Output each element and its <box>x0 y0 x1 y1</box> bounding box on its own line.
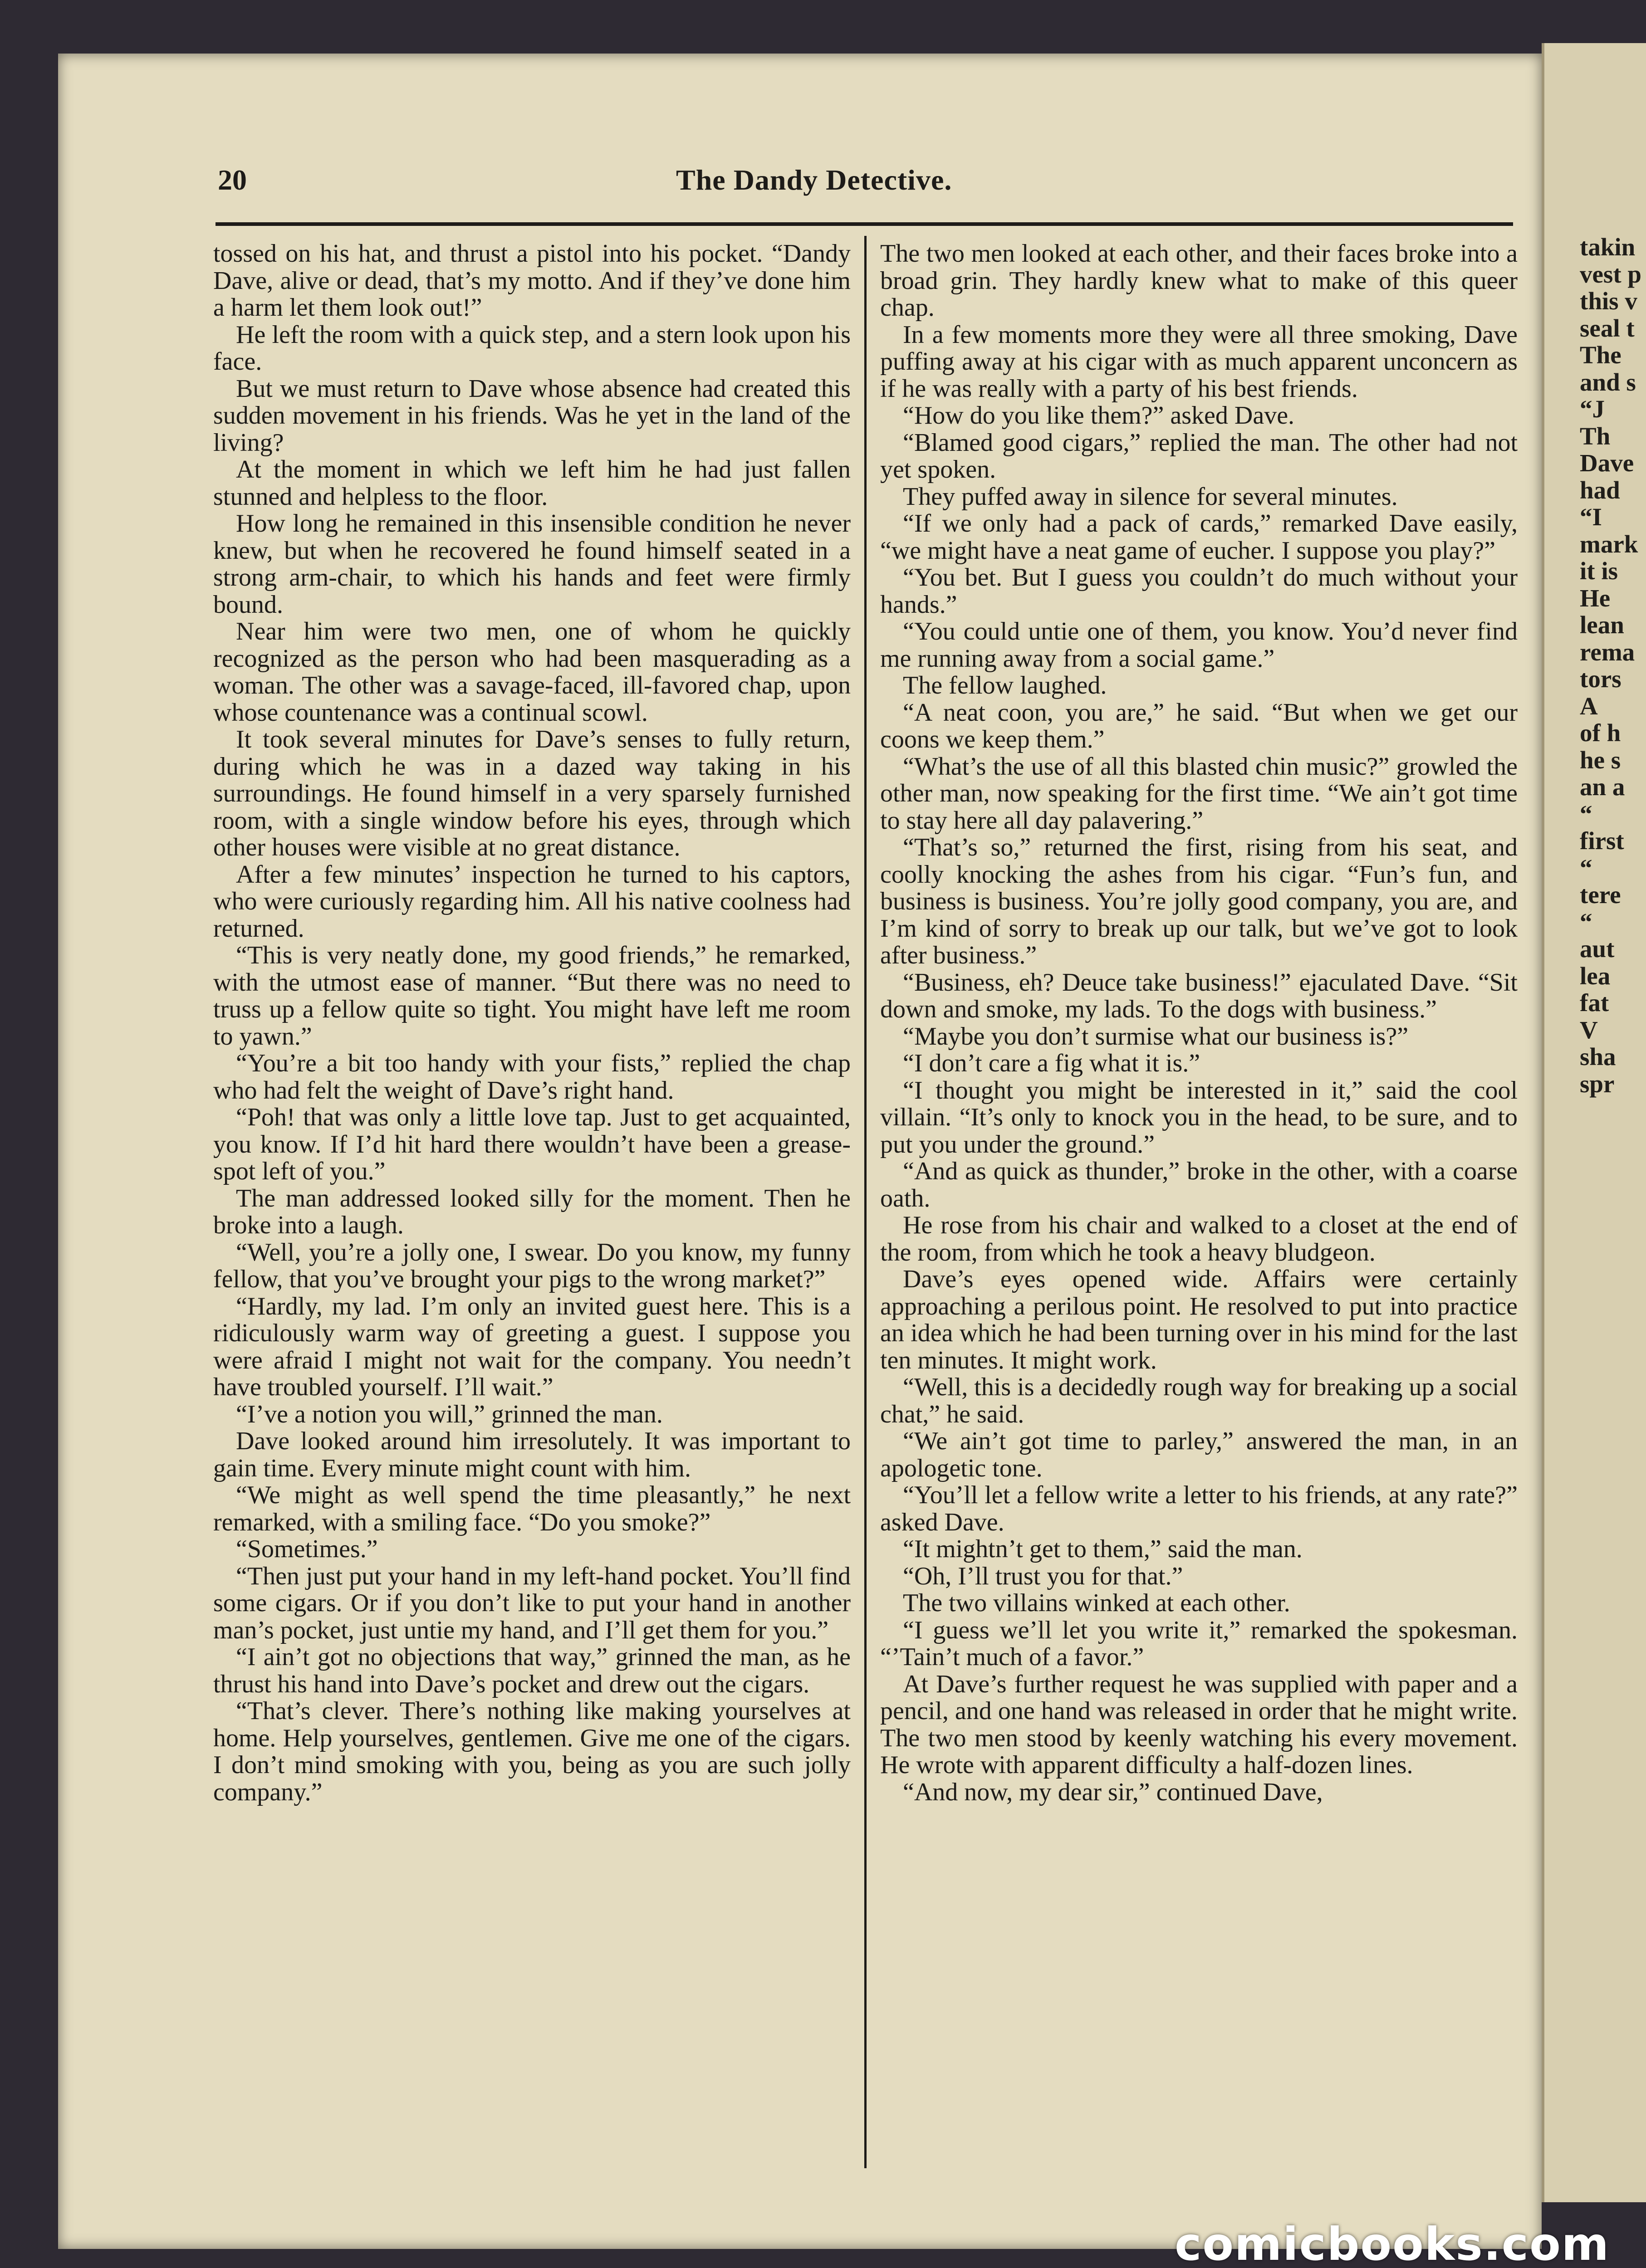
fragment-line: “J <box>1580 395 1605 423</box>
text-column-left <box>213 240 851 1806</box>
fragment-line: He <box>1580 584 1611 612</box>
paragraph: At Dave’s further request he was supplied with paper and a pencil, and one hand was released in order that he might write. The two men stood by keenly watching his every movement. He wrote with apparent difficulty a half-dozen lines. <box>880 1670 1518 1779</box>
fragment-line: of h <box>1580 719 1621 747</box>
paragraph: But we must return to Dave whose absence had created this sudden movement in his friends. Was he yet in the land of the living? <box>213 374 851 457</box>
paragraph: “I ain’t got no objections that way,” grinned the man, as he thrust his hand into Dave’s pocket and drew out the cigars. <box>213 1643 851 1698</box>
adjacent-page-text <box>1544 43 1646 1097</box>
paragraph: “I don’t care a fig what it is.” <box>903 1049 1200 1077</box>
paragraph: After a few minutes’ inspection he turned to his captors, who were curiously regarding him. All his native coolness had returned. <box>213 860 851 943</box>
paragraph: “You’re a bit too handy with your fists,” replied the chap who had felt the weight of Dave’s right hand. <box>213 1049 851 1105</box>
paragraph: At the moment in which we left him he had just fallen stunned and helpless to the floor. <box>213 455 851 511</box>
page-number: 20 <box>218 164 247 196</box>
page-title: The Dandy Detective. <box>676 164 952 196</box>
fragment-line: “ <box>1580 908 1592 936</box>
fragment-line: an a <box>1580 773 1625 801</box>
fragment-line: it is <box>1580 557 1618 585</box>
paragraph: He rose from his chair and walked to a closet at the end of the room, from which he took a heavy bludgeon. <box>880 1211 1518 1266</box>
paragraph: “Blamed good cigars,” replied the man. The other had not yet spoken. <box>880 428 1518 484</box>
paragraph: “Maybe you don’t surmise what our business is?” <box>903 1022 1409 1051</box>
paragraph: “Hardly, my lad. I’m only an invited guest here. This is a ridiculously warm way of greeting a guest. I suppose you were afraid I might not wait for the company. You needn’t have troubled yourself. I’ll wait.” <box>213 1292 851 1401</box>
paragraph: “It mightn’t get to them,” said the man. <box>903 1535 1303 1563</box>
fragment-line: sha <box>1580 1043 1616 1070</box>
paragraph: The fellow laughed. <box>903 671 1107 699</box>
paragraph: “We might as well spend the time pleasantly,” he next remarked, with a smiling face. “Do you smoke?” <box>213 1481 851 1536</box>
paragraph: “I’ve a notion you will,” grinned the man. <box>236 1400 663 1428</box>
fragment-line: “ <box>1580 854 1592 882</box>
paragraph: “Poh! that was only a little love tap. Just to get acquainted, you know. If I’d hit hard there wouldn’t have been a grease-spot left of you.” <box>213 1103 851 1185</box>
fragment-line: he s <box>1580 746 1621 774</box>
paragraph: “How do you like them?” asked Dave. <box>903 401 1295 430</box>
fragment-line: mark <box>1580 530 1638 558</box>
paragraph: “You could untie one of them, you know. You’d never find me running away from a social game.” <box>880 617 1518 673</box>
paragraph: “A neat coon, you are,” he said. “But when we get our coons we keep them.” <box>880 698 1518 753</box>
paragraph: “That’s clever. There’s nothing like making yourselves at home. Help yourselves, gentlemen. Give me one of the cigars. I don’t mind smoking with you, being as you are such jolly company.” <box>213 1697 851 1806</box>
paragraph: “Business, eh? Deuce take business!” ejaculated Dave. “Sit down and smoke, my lads. To the dogs with business.” <box>880 968 1518 1023</box>
fragment-line: seal t <box>1580 314 1635 342</box>
paragraph: Dave’s eyes opened wide. Affairs were certainly approaching a perilous point. He resolved to put into practice an idea which he had been turning over in his mind for the last ten minutes. It might work. <box>880 1265 1518 1374</box>
fragment-line: had <box>1580 476 1620 504</box>
paragraph: “You bet. But I guess you couldn’t do much without your hands.” <box>880 563 1518 619</box>
paragraph: “I thought you might be interested in it,” said the cool villain. “It’s only to knock you in the head, to be sure, and to put you under the ground.” <box>880 1076 1518 1158</box>
paragraph: “That’s so,” returned the first, rising from his seat, and coolly knocking the ashes from his cigar. “Fun’s fun, and business is business. You’re jolly good company, you are, and I’m kind of sorry to break up our talk, but we’ve got to look after business.” <box>880 833 1518 969</box>
fragment-line: first <box>1580 827 1624 855</box>
paragraph: “And now, my dear sir,” continued Dave, <box>903 1778 1323 1806</box>
paragraph: Near him were two men, one of whom he quickly recognized as the person who had been masquerading as a woman. The other was a savage-faced, ill-favored chap, upon whose countenance was a continual scowl. <box>213 617 851 727</box>
paragraph: They puffed away in silence for several minutes. <box>903 482 1398 511</box>
paragraph: “If we only had a pack of cards,” remarked Dave easily, “we might have a neat game of eucher. I suppose you play?” <box>880 509 1518 565</box>
paragraph: tossed on his hat, and thrust a pistol into his pocket. “Dandy Dave, alive or dead, that’s my motto. And if they’ve done him a harm let them look out!” <box>213 240 851 322</box>
paragraph: “Well, this is a decidedly rough way for breaking up a social chat,” he said. <box>880 1373 1518 1428</box>
paragraph: It took several minutes for Dave’s senses to fully return, during which he was in a dazed way taking in his surroundings. He found himself in a very sparsely furnished room, with a single window before his eyes, through which other houses were visible at no great distance. <box>213 725 851 861</box>
paragraph: He left the room with a quick step, and a stern look upon his face. <box>213 320 851 376</box>
fragment-line: “I <box>1580 503 1602 531</box>
fragment-line: and s <box>1580 368 1636 396</box>
paragraph: “You’ll let a fellow write a letter to his friends, at any rate?” asked Dave. <box>880 1481 1518 1536</box>
fragment-line: lean <box>1580 611 1624 639</box>
paragraph: “What’s the use of all this blasted chin music?” growled the other man, now speaking for the first time. “We ain’t got time to stay here all day palavering.” <box>880 752 1518 835</box>
fragment-line: aut <box>1580 935 1615 963</box>
paragraph: How long he remained in this insensible condition he never knew, but when he recovered he found himself seated in a strong arm-chair, to which his hands and feet were firmly bound. <box>213 509 851 619</box>
adjacent-page-edge <box>1542 43 1646 2202</box>
paragraph: The man addressed looked silly for the moment. Then he broke into a laugh. <box>213 1184 851 1239</box>
fragment-line: fat <box>1580 989 1609 1017</box>
fragment-line: rema <box>1580 638 1635 666</box>
paragraph: “This is very neatly done, my good friends,” he remarked, with the utmost ease of manner. “But there was no need to truss up a fellow quite so tight. You might have left me room to yawn.” <box>213 941 851 1051</box>
fragment-line: this v <box>1580 287 1637 315</box>
fragment-line: A <box>1580 692 1598 720</box>
header-rule <box>216 222 1513 226</box>
fragment-line: V <box>1580 1016 1598 1044</box>
paragraph: “Well, you’re a jolly one, I swear. Do you know, my funny fellow, that you’ve brought your pigs to the wrong market?” <box>213 1238 851 1293</box>
fragment-line: tere <box>1580 881 1621 909</box>
fragment-line: Th <box>1580 422 1611 450</box>
paragraph: “I guess we’ll let you write it,” remarked the spokesman. “’Tain’t much of a favor.” <box>880 1616 1518 1671</box>
paragraph: In a few moments more they were all three smoking, Dave puffing away at his cigar with as much apparent unconcern as if he was really with a party of his best friends. <box>880 320 1518 403</box>
paragraph: “Oh, I’ll trust you for that.” <box>903 1562 1183 1590</box>
paragraph: The two villains winked at each other. <box>903 1589 1290 1617</box>
column-divider <box>864 236 867 2168</box>
fragment-line: Dave <box>1580 449 1634 477</box>
fragment-line: tors <box>1580 665 1622 693</box>
paragraph: Dave looked around him irresolutely. It was important to gain time. Every minute might count with him. <box>213 1427 851 1482</box>
fragment-line: The <box>1580 341 1622 369</box>
fragment-line: takin <box>1580 233 1636 261</box>
fragment-line: vest p <box>1580 260 1641 288</box>
watermark: comicbooks.com <box>1175 2218 1610 2268</box>
paragraph: “Sometimes.” <box>236 1535 378 1563</box>
fragment-line: “ <box>1580 800 1592 828</box>
paragraph: “And as quick as thunder,” broke in the other, with a coarse oath. <box>880 1157 1518 1212</box>
fragment-line: spr <box>1580 1070 1615 1098</box>
text-column-right <box>880 240 1518 1806</box>
paragraph: “Then just put your hand in my left-hand pocket. You’ll find some cigars. Or if you don’t like to put your hand in another man’s pocket, just untie my hand, and I’ll get them for you.” <box>213 1562 851 1644</box>
paragraph: The two men looked at each other, and their faces broke into a broad grin. They hardly knew what to make of this queer chap. <box>880 240 1518 322</box>
fragment-line: lea <box>1580 962 1611 990</box>
paragraph: “We ain’t got time to parley,” answered the man, in an apologetic tone. <box>880 1427 1518 1482</box>
page-header <box>154 163 1515 200</box>
